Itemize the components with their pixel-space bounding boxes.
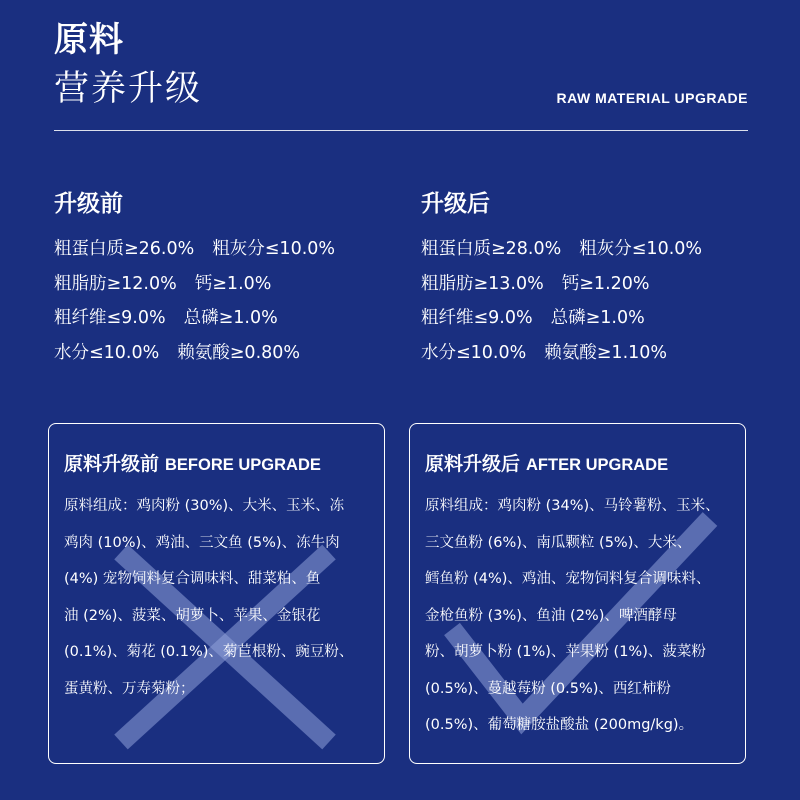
spec-value: 钙≥1.20% <box>561 273 650 294</box>
ingredients-before-list <box>64 488 374 707</box>
spec-value: 粗灰分≤10.0% <box>579 239 703 259</box>
ingredient-line: 原料组成：鸡肉粉 (34%)、马铃薯粉、玉米、 <box>425 498 720 514</box>
ingredients-after-panel <box>409 423 746 764</box>
header-divider <box>54 130 748 131</box>
ingredient-line: 金枪鱼粉 (3%)、鱼油 (2%)、啤酒酵母 <box>425 607 677 624</box>
spec-before <box>54 186 335 370</box>
ingredients-before-panel <box>48 423 385 764</box>
spec-value: 水分≤10.0% <box>54 342 160 363</box>
page-title-english: RAW MATERIAL UPGRADE <box>556 90 748 106</box>
ingredient-line: 蛋黄粉、万寿菊粉； <box>64 680 195 697</box>
ingredient-line: (0.1%)、菊花 (0.1%)、菊苣根粉、豌豆粉、 <box>64 644 354 660</box>
page-subtitle: 营养升级 <box>54 69 203 109</box>
page-title: 原料 <box>54 20 124 60</box>
ingredient-line: (0.5%)、蔓越莓粉 (0.5%)、西红柿粉 <box>425 680 671 697</box>
spec-value: 粗蛋白质≥28.0% <box>421 239 562 259</box>
panel-title-en: BEFORE UPGRADE <box>165 456 321 474</box>
ingredient-line: 鳕鱼粉 (4%)、鸡油、宠物饲料复合调味料、 <box>425 571 711 587</box>
panel-title-en: AFTER UPGRADE <box>526 456 669 474</box>
spec-value: 水分≤10.0% <box>421 342 527 363</box>
ingredient-line: 鸡肉 (10%)、鸡油、三文鱼 (5%)、冻牛肉 <box>64 534 340 551</box>
spec-row <box>421 267 702 302</box>
spec-value: 总磷≥1.0% <box>183 308 278 328</box>
spec-value: 粗灰分≤10.0% <box>212 239 336 259</box>
spec-value: 总磷≥1.0% <box>550 308 645 328</box>
spec-row <box>54 301 335 336</box>
spec-value: 赖氨酸≥1.10% <box>544 342 668 363</box>
ingredient-line: 三文鱼粉 (6%)、南瓜颗粒 (5%)、大米、 <box>425 534 692 551</box>
ingredient-line: 油 (2%)、菠菜、胡萝卜、苹果、金银花 <box>64 607 321 624</box>
spec-row <box>421 301 702 336</box>
spec-value: 粗脂肪≥12.0% <box>54 273 177 294</box>
spec-after <box>421 186 702 370</box>
spec-value: 粗脂肪≥13.0% <box>421 273 544 294</box>
spec-value: 粗蛋白质≥26.0% <box>54 239 195 259</box>
ingredients-before-title <box>64 450 321 479</box>
spec-row <box>54 336 335 371</box>
panel-title-cn: 原料升级后 <box>425 453 521 475</box>
ingredient-line: 粉、胡萝卜粉 (1%)、苹果粉 (1%)、菠菜粉 <box>425 644 706 660</box>
ingredient-line: (0.5%)、葡萄糖胺盐酸盐 (200mg/kg)。 <box>425 717 694 733</box>
spec-row <box>54 267 335 302</box>
panel-title-cn: 原料升级前 <box>64 453 160 475</box>
spec-before-heading: 升级前 <box>54 191 123 217</box>
spec-value: 粗纤维≤9.0% <box>421 308 533 328</box>
spec-row <box>54 232 335 267</box>
spec-after-heading: 升级后 <box>421 191 490 217</box>
spec-value: 钙≥1.0% <box>194 273 272 294</box>
spec-row <box>421 336 702 371</box>
ingredients-after-title <box>425 450 668 479</box>
spec-row <box>421 232 702 267</box>
ingredient-line: 原料组成：鸡肉粉 (30%)、大米、玉米、冻 <box>64 498 345 514</box>
spec-value: 粗纤维≤9.0% <box>54 308 166 328</box>
ingredient-line: (4%) 宠物饲料复合调味料、甜菜粕、鱼 <box>64 571 321 587</box>
ingredients-after-list <box>425 488 735 744</box>
spec-value: 赖氨酸≥0.80% <box>177 342 301 363</box>
